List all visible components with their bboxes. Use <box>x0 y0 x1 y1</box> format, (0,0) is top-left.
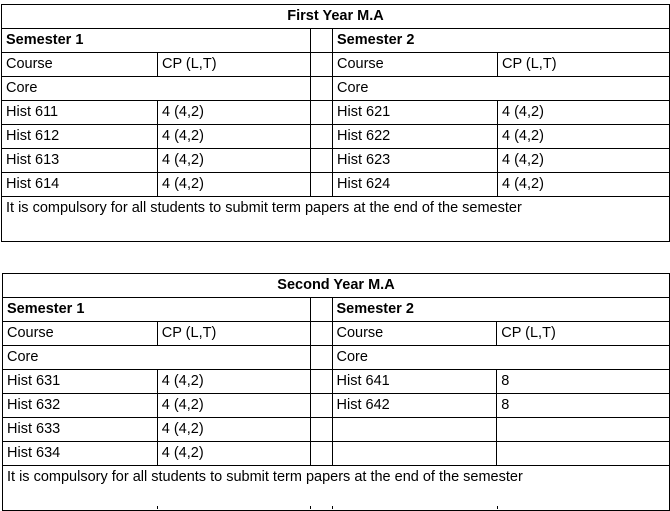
semester-2-label: Semester 2 <box>332 298 670 322</box>
course-code: Hist 624 <box>333 173 498 197</box>
second-year-table <box>2 273 670 511</box>
course-header: Course <box>333 53 498 77</box>
credit-points: 4 (4,2) <box>158 101 311 125</box>
course-code <box>332 442 497 466</box>
cp-header: CP (L,T) <box>497 322 670 346</box>
table-title-row <box>3 274 670 298</box>
category-label: Core <box>333 77 670 101</box>
cp-header: CP (L,T) <box>158 53 311 77</box>
course-code: Hist 631 <box>3 370 158 394</box>
credit-points: 4 (4,2) <box>158 125 311 149</box>
course-code: Hist 633 <box>3 418 158 442</box>
spacer-cell <box>310 322 332 346</box>
course-code: Hist 613 <box>2 149 158 173</box>
credit-points: 4 (4,2) <box>158 149 311 173</box>
column-header-row <box>2 53 670 77</box>
credit-points: 8 <box>497 370 670 394</box>
category-row <box>2 77 670 101</box>
spacer-cell <box>310 370 332 394</box>
table-row <box>2 101 670 125</box>
category-label: Core <box>3 346 311 370</box>
spacer-cell <box>311 149 333 173</box>
spacer-cell <box>311 53 333 77</box>
spacer-cell <box>310 394 332 418</box>
table-title: Second Year M.A <box>3 274 670 298</box>
table-row <box>3 394 670 418</box>
table-row <box>3 442 670 466</box>
credit-points <box>497 442 670 466</box>
note-row <box>2 197 670 242</box>
course-code: Hist 612 <box>2 125 158 149</box>
note-row <box>3 466 670 511</box>
credit-points: 4 (4,2) <box>498 173 670 197</box>
credit-points: 8 <box>497 394 670 418</box>
semester-1-label: Semester 1 <box>3 298 311 322</box>
credit-points: 4 (4,2) <box>498 149 670 173</box>
table-row <box>2 149 670 173</box>
spacer-cell <box>310 418 332 442</box>
table-title: First Year M.A <box>2 5 670 29</box>
course-header: Course <box>3 322 158 346</box>
cp-header: CP (L,T) <box>157 322 310 346</box>
credit-points: 4 (4,2) <box>157 442 310 466</box>
category-label: Core <box>2 77 311 101</box>
table-row <box>3 370 670 394</box>
semester-1-label: Semester 1 <box>2 29 311 53</box>
semester-row <box>3 298 670 322</box>
term-paper-note: It is compulsory for all students to submit term papers at the end of the semester <box>3 466 670 511</box>
course-header: Course <box>2 53 158 77</box>
credit-points: 4 (4,2) <box>158 173 311 197</box>
course-code: Hist 634 <box>3 442 158 466</box>
course-code: Hist 611 <box>2 101 158 125</box>
cp-header: CP (L,T) <box>498 53 670 77</box>
spacer-cell <box>311 29 333 53</box>
table-row <box>2 173 670 197</box>
course-code: Hist 621 <box>333 101 498 125</box>
course-code: Hist 623 <box>333 149 498 173</box>
table-title-row <box>2 5 670 29</box>
spacer-cell <box>311 173 333 197</box>
credit-points: 4 (4,2) <box>157 418 310 442</box>
course-code: Hist 632 <box>3 394 158 418</box>
course-code: Hist 642 <box>332 394 497 418</box>
course-code <box>332 418 497 442</box>
credit-points: 4 (4,2) <box>157 394 310 418</box>
spacer-cell <box>311 125 333 149</box>
semester-row <box>2 29 670 53</box>
course-header: Course <box>332 322 497 346</box>
first-year-table <box>1 4 670 242</box>
course-code: Hist 614 <box>2 173 158 197</box>
table-row <box>3 418 670 442</box>
term-paper-note: It is compulsory for all students to submit term papers at the end of the semester <box>2 197 670 242</box>
credit-points: 4 (4,2) <box>157 370 310 394</box>
table-row <box>2 125 670 149</box>
spacer-cell <box>310 442 332 466</box>
spacer-cell <box>310 346 332 370</box>
spacer-cell <box>311 77 333 101</box>
category-label: Core <box>332 346 670 370</box>
spacer-cell <box>311 101 333 125</box>
column-header-row <box>3 322 670 346</box>
course-code: Hist 641 <box>332 370 497 394</box>
credit-points <box>497 418 670 442</box>
semester-2-label: Semester 2 <box>333 29 670 53</box>
category-row <box>3 346 670 370</box>
credit-points: 4 (4,2) <box>498 125 670 149</box>
course-code: Hist 622 <box>333 125 498 149</box>
credit-points: 4 (4,2) <box>498 101 670 125</box>
spacer-cell <box>310 298 332 322</box>
